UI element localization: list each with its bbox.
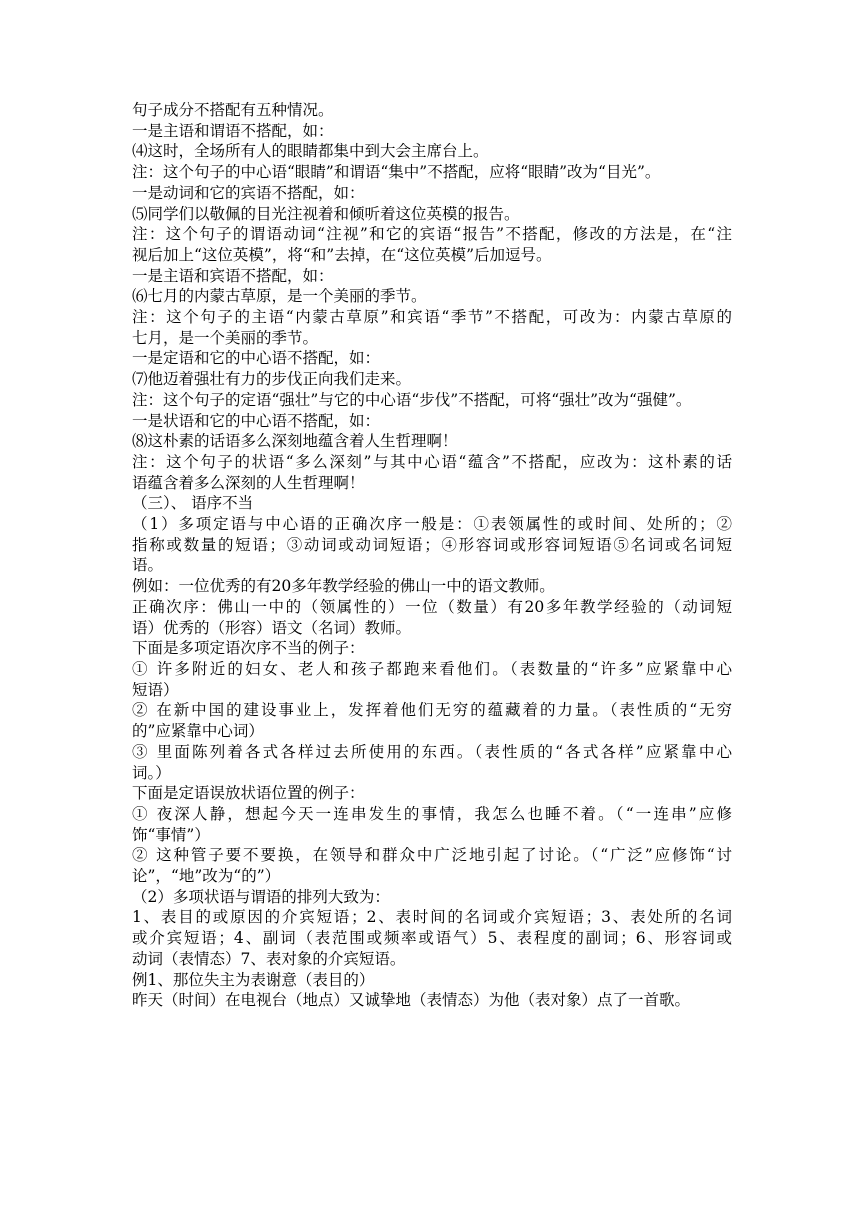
text-line: ⑷这时，全场所有人的眼睛都集中到大会主席台上。: [132, 142, 489, 161]
text-line: 1、表目的或原因的介宾短语；2、表时间的名词或介宾短语；3、表处所的名词: [132, 908, 732, 927]
text-line: 短语）: [132, 680, 179, 699]
text-line: ② 在新中国的建设事业上，发挥着他们无穷的蕴藏着的力量。（表性质的“无穷: [132, 701, 732, 720]
text-line: 一是主语和宾语不搭配，如：: [132, 266, 334, 285]
text-line: ⑻这朴素的话语多么深刻地蕴含着人生哲理啊！: [132, 432, 458, 451]
text-line: 语。: [132, 556, 164, 575]
text-line: （三）、 语序不当: [132, 494, 254, 513]
text-line: （1）多项定语与中心语的正确次序一般是：①表领属性的或时间、处所的；②: [132, 515, 732, 534]
text-line: 例如：一位优秀的有20多年教学经验的佛山一中的语文教师。: [132, 577, 555, 596]
text-line: 语）优秀的（形容）语文（名词）教师。: [132, 618, 412, 637]
text-line: 下面是定语误放状语位置的例子：: [132, 784, 365, 803]
text-line: 语蕴含着多么深刻的人生哲理啊！: [132, 473, 365, 492]
text-line: ① 夜深人静，想起今天一连串发生的事情，我怎么也睡不着。（“一连串”应修: [132, 804, 732, 823]
text-line: 论”，“地”改为“的”）: [132, 867, 281, 886]
text-line: 一是主语和谓语不搭配，如：: [132, 121, 334, 140]
text-line: 注：这个句子的主语“内蒙古草原”和宾语“季节”不搭配，可改为：内蒙古草原的: [132, 308, 732, 327]
text-line: 昨天（时间）在电视台（地点）又诚挚地（表情态）为他（表对象）点了一首歌。: [132, 991, 691, 1010]
text-line: 视后加上“这位英模”，将“和”去掉，在“这位英模”后加逗号。: [132, 245, 552, 264]
text-line: 或介宾短语；4、副词（表范围或频率或语气）5、表程度的副词；6、形容词或: [132, 929, 732, 948]
text-line: 七月，是一个美丽的季节。: [132, 328, 319, 347]
text-line: ⑸同学们以敬佩的目光注视着和倾听着这位英模的报告。: [132, 204, 520, 223]
text-line: 注：这个句子的状语“多么深刻”与其中心语“蕴含”不搭配，应改为：这朴素的话: [132, 452, 732, 471]
text-line: 注：这个句子的谓语动词“注视”和它的宾语“报告”不搭配，修改的方法是，在“注: [132, 225, 732, 244]
text-line: ⑺他迈着强壮有力的步伐正向我们走来。: [132, 370, 412, 389]
text-line: 例1、那位失主为表谢意（表目的）: [132, 970, 375, 989]
text-line: ② 这种管子要不要换，在领导和群众中广泛地引起了讨论。（“广泛”应修饰“讨: [132, 846, 732, 865]
text-line: 正确次序：佛山一中的（领属性的）一位（数量）有20多年教学经验的（动词短: [132, 597, 732, 616]
text-line: 一是状语和它的中心语不搭配，如：: [132, 411, 381, 430]
text-line: ③ 里面陈列着各式各样过去所使用的东西。（表性质的“各式各样”应紧靠中心: [132, 742, 732, 761]
text-line: 句子成分不搭配有五种情况。: [132, 101, 334, 119]
text-line: 指称或数量的短语；③动词或动词短语；④形容词或形容词短语⑤名词或名词短: [132, 535, 732, 554]
document-body: [132, 100, 732, 1011]
text-line: 注：这个句子的中心语“眼睛”和谓语“集中”不搭配，应将“眼睛”改为“目光”。: [132, 163, 661, 182]
text-line: 下面是多项定语次序不当的例子：: [132, 639, 365, 658]
text-line: 注：这个句子的定语“强壮”与它的中心语“步伐”不搭配，可将“强壮”改为“强健”。: [132, 390, 692, 409]
text-line: ⑹七月的内蒙古草原，是一个美丽的季节。: [132, 287, 427, 306]
text-line: （2）多项状语与谓语的排列大致为：: [132, 887, 390, 906]
text-line: 一是动词和它的宾语不搭配，如：: [132, 183, 365, 202]
text-line: 的”应紧靠中心词）: [132, 722, 264, 741]
text-line: ① 许多附近的妇女、老人和孩子都跑来看他们。（表数量的“许多”应紧靠中心: [132, 659, 732, 678]
text-line: 饰“事情”）: [132, 825, 210, 844]
text-line: 词。）: [132, 763, 171, 782]
text-line: 一是定语和它的中心语不搭配，如：: [132, 349, 381, 368]
text-line: 动词（表情态）7、表对象的介宾短语。: [132, 949, 406, 968]
